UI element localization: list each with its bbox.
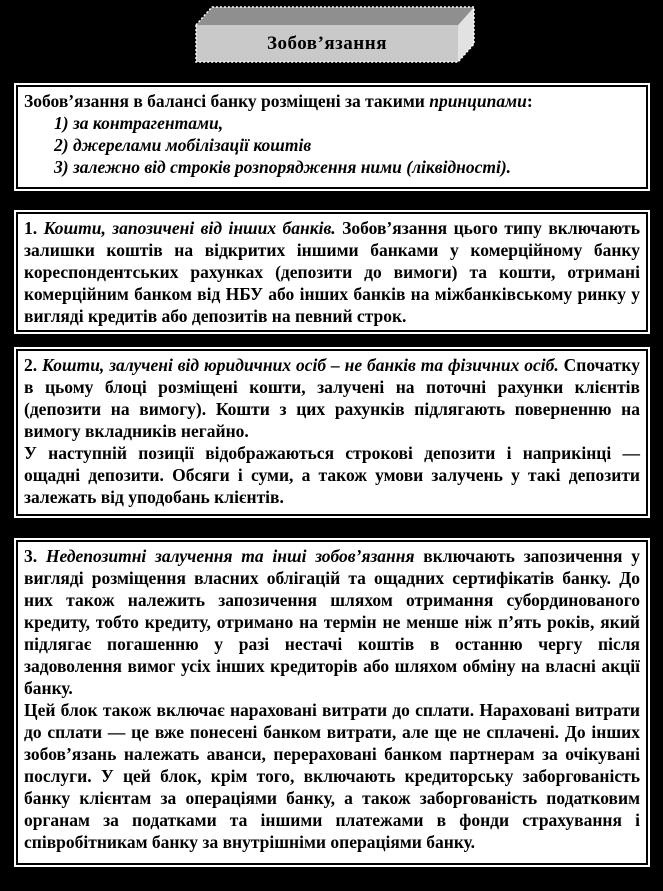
cube-top-face bbox=[196, 7, 474, 25]
nondeposit-paragraph-1 bbox=[24, 545, 640, 699]
principles-intro-tail: : bbox=[526, 91, 533, 111]
attracted-paragraph-1 bbox=[24, 354, 640, 442]
principles-item-1: 1) за контрагентами, bbox=[54, 113, 224, 133]
principles-intro bbox=[24, 90, 640, 112]
attracted-funds-block bbox=[16, 349, 648, 516]
nondeposit-lead: Недепозитні залучення та інші зобов’язання bbox=[45, 546, 415, 566]
borrowed-funds-block bbox=[16, 212, 648, 332]
principles-intro-emphasis: принципами bbox=[429, 91, 527, 111]
borrowed-body: Зобов’язання цього типу включають залишки коштів на відкритих іншими банками у комерційному банку кореспондентських рахунках (депозити до вимоги) та кошти, отримані комерційним банком від НБУ або інших банків на міжбанківському ринку у вигляді кредитів або депозитів на певний строк. bbox=[24, 218, 641, 326]
principles-list bbox=[54, 112, 640, 178]
borrowed-paragraph bbox=[24, 217, 640, 327]
borrowed-lead: Кошти, запозичені від інших банків. bbox=[43, 218, 336, 238]
nondeposit-number: 3. bbox=[24, 546, 46, 566]
principles-item-2: 2) джерелами мобілізації коштів bbox=[54, 135, 312, 155]
nondeposit-paragraph-2: Цей блок також включає нараховані витрати до сплати. Нараховані витрати до сплати — це вже понесені банком витрати, але ще не сплачені. До інших зобов’язань належать аванси, перераховані банком партнерам за очікувані послуги. У цей блок, крім того, включають кредиторську заборгованість банку клієнтам за операціями банку, а також заборгованість податковим органам за податками та іншими платежами в фонди страхування і співробітникам банку за внутрішніми операціями банку. bbox=[24, 700, 640, 852]
nondeposit-liabilities-block bbox=[16, 540, 648, 865]
attracted-lead: Кошти, залучені від юридичних осіб – не банків та фізичних осіб. bbox=[42, 355, 559, 375]
attracted-paragraph-2: У наступній позиції відображаються строкові депозити і наприкінці — ощадні депозити. Обсяги і суми, а також умови залучень у такі депозити залежать від уподобань клієнтів. bbox=[24, 443, 640, 507]
attracted-body: Спочатку в цьому блоці розміщені кошти, залучені на поточні рахунки клієнтів (депозити на вимогу). Кошти з цих рахунків підлягають поверненню на вимогу вкладників негайно. bbox=[24, 355, 640, 441]
principles-block bbox=[16, 85, 648, 189]
borrowed-number: 1. bbox=[24, 218, 44, 238]
principles-intro-text: Зобов’язання в балансі банку розміщені за такими bbox=[24, 91, 430, 111]
attracted-number: 2. bbox=[24, 355, 43, 375]
title-label: Зобов’язання bbox=[267, 32, 387, 54]
principles-item-3: 3) залежно від строків розпорядження ними (ліквідності). bbox=[54, 157, 512, 177]
nondeposit-body: включають запозичення у вигляді розміщення власних облігацій та ощадних сертифікатів банку. До них також належить запозичення шляхом отримання субординованого кредиту, тобто кредиту, отримано на термін не менше ніж п’ять років, який підлягає погашенню у разі нестачі коштів в останню чергу після задоволення вимог усіх інших кредиторів або шляхом обміну на власні акції банку. bbox=[24, 546, 640, 698]
